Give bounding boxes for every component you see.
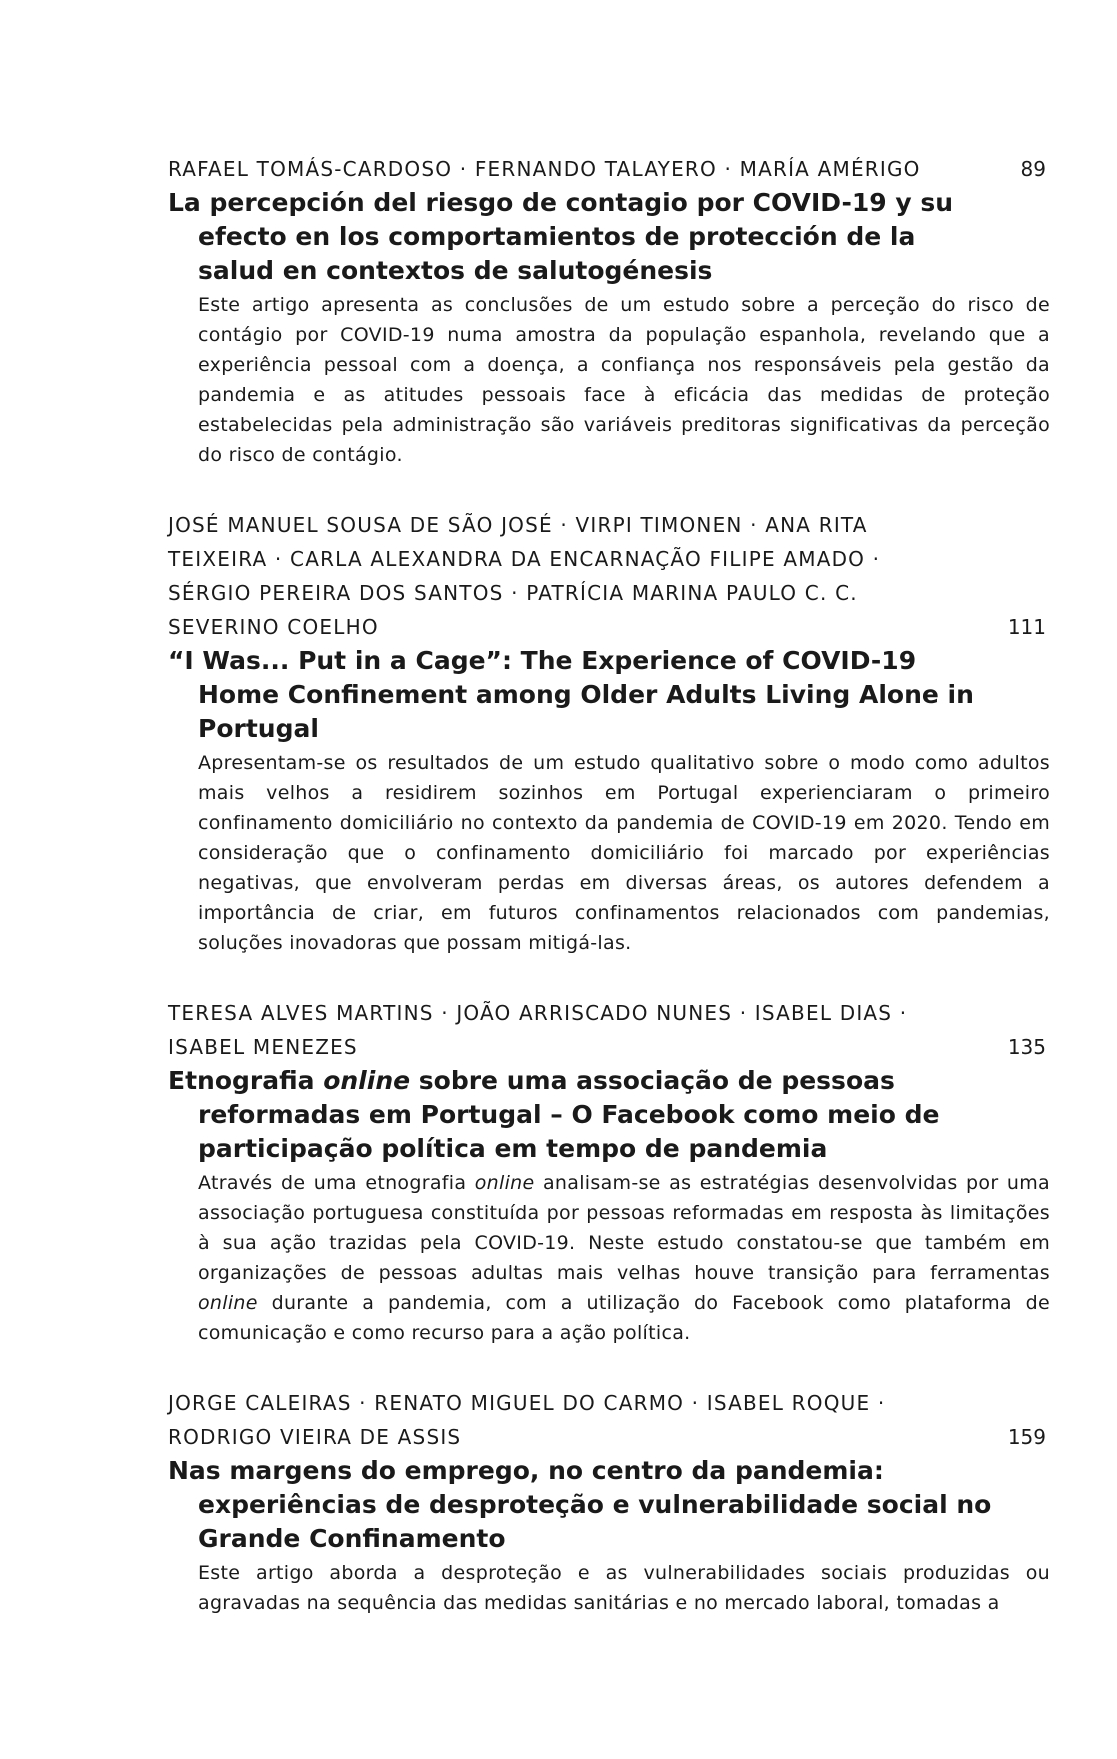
toc-entry — [168, 152, 1050, 470]
entry-title[interactable]: “I Was... Put in a Cage”: The Experience of COVID-19 Home Confinement among Older Adults Living Alone in Portugal — [168, 646, 974, 743]
title-text: sobre uma associação de pessoas reformadas em Portugal – O Facebook como meio de participação política em tempo de pandemia — [198, 1066, 940, 1163]
entry-page-number[interactable]: 111 — [1007, 615, 1046, 639]
entry-authors: RAFAEL TOMÁS-CARDOSO · FERNANDO TALAYERO · MARÍA AMÉRIGO — [168, 157, 921, 181]
title-text: Etnografia — [168, 1066, 324, 1095]
entry-page-number[interactable]: 89 — [1020, 157, 1046, 181]
entry-title[interactable]: La percepción del riesgo de contagio por COVID-19 y su efecto en los comportamientos de protección de la salud en contextos de salutogénesis — [168, 188, 954, 285]
title-italic-text: online — [323, 1066, 411, 1095]
entry-header — [168, 996, 1050, 1064]
abstract-text: Através de uma etnografia — [198, 1172, 475, 1194]
abstract-italic-text: online — [198, 1292, 258, 1314]
abstract-italic-text: online — [474, 1172, 535, 1194]
abstract-text: analisam-se as estratégias desenvolvidas por uma associação portuguesa constituída por pessoas reformadas em resposta às limitações à sua ação trazidas pela COVID-19. Neste estudo constatou-se que também em organizações de pessoas adultas mais velhas houve transição para ferramentas — [198, 1172, 1050, 1284]
entry-page-number[interactable]: 159 — [1007, 1425, 1046, 1449]
toc-entry — [168, 508, 1050, 958]
entry-title[interactable] — [168, 1064, 998, 1166]
entry-title[interactable]: Nas margens do emprego, no centro da pandemia: experiências de desproteção e vulnerabilidade social no Grande Confinamento — [168, 1456, 992, 1553]
abstract-text: durante a pandemia, com a utilização do Facebook como plataforma de comunicação e como recurso para a ação política. — [198, 1292, 1050, 1344]
entry-abstract: Este artigo apresenta as conclusões de um estudo sobre a perceção do risco de contágio por COVID-19 numa amostra da população espanhola, revelando que a experiência pessoal com a doença, a confiança nos responsáveis pela gestão da pandemia e as atitudes pessoais face à eficácia das medidas de proteção estabelecidas pela administração são variáveis preditoras significativas da perceção do risco de contágio. — [198, 294, 1050, 466]
entry-abstract — [198, 1168, 1050, 1348]
table-of-contents — [168, 152, 1050, 1656]
entry-header — [168, 152, 1050, 186]
entry-authors: JOSÉ MANUEL SOUSA DE SÃO JOSÉ · VIRPI TIMONEN · ANA RITA TEIXEIRA · CARLA ALEXANDRA DA ENCARNAÇÃO FILIPE AMADO · SÉRGIO PEREIRA DOS SANTOS · PATRÍCIA MARINA PAULO C. C. SEVERINO COELHO — [168, 513, 881, 639]
entry-header — [168, 1386, 1050, 1454]
entry-abstract: Apresentam-se os resultados de um estudo qualitativo sobre o modo como adultos mais velhos a residirem sozinhos em Portugal experienciaram o primeiro confinamento domiciliário no contexto da pandemia de COVID-19 em 2020. Tendo em consideração que o confinamento domiciliário foi marcado por experiências negativas, que envolveram perdas em diversas áreas, os autores defendem a importância de criar, em futuros confinamentos relacionados com pandemias, soluções inovadoras que possam mitigá-las. — [198, 752, 1050, 954]
toc-entry — [168, 996, 1050, 1348]
entry-page-number[interactable]: 135 — [1007, 1035, 1046, 1059]
entry-authors: TERESA ALVES MARTINS · JOÃO ARRISCADO NUNES · ISABEL DIAS · ISABEL MENEZES — [168, 1001, 908, 1059]
entry-header — [168, 508, 1050, 644]
entry-authors: JORGE CALEIRAS · RENATO MIGUEL DO CARMO · ISABEL ROQUE · RODRIGO VIEIRA DE ASSIS — [168, 1391, 886, 1449]
toc-entry — [168, 1386, 1050, 1618]
entry-abstract: Este artigo aborda a desproteção e as vulnerabilidades sociais produzidas ou agravadas na sequência das medidas sanitárias e no mercado laboral, tomadas a — [198, 1562, 1050, 1614]
